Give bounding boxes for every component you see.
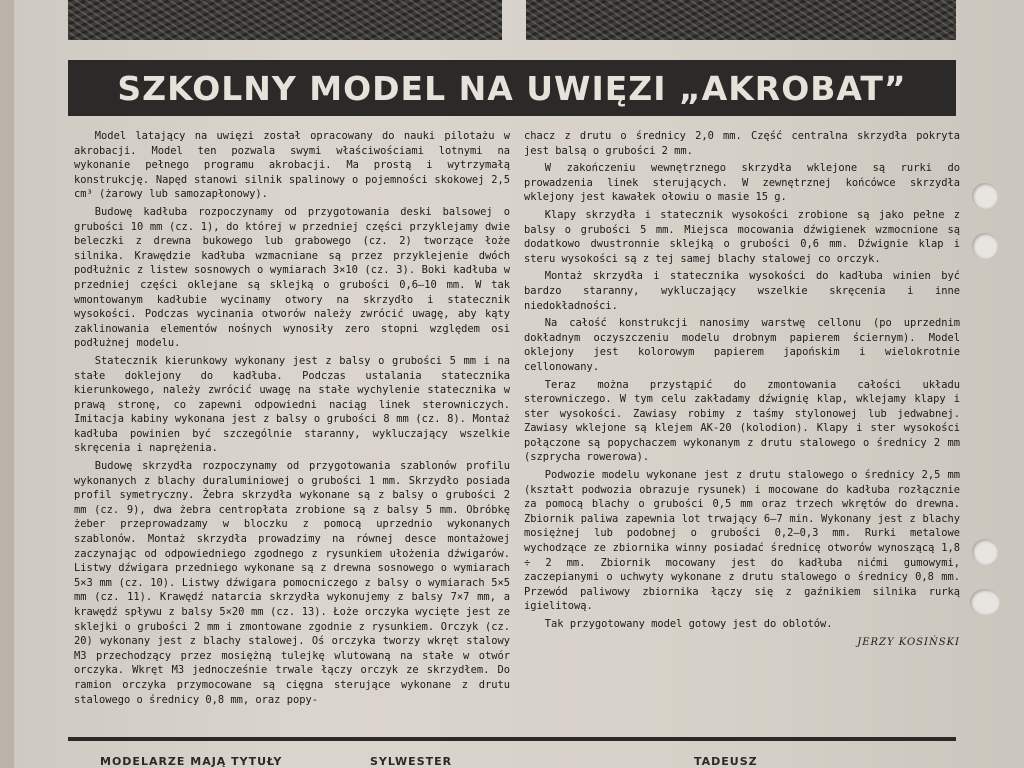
footer-heading-3: TADEUSZ bbox=[694, 755, 758, 768]
paragraph: Tak przygotowany model gotowy jest do oblotów. bbox=[544, 618, 833, 630]
footer-rule bbox=[68, 737, 956, 741]
author-signature: JERZY KOSIŃSKI bbox=[857, 636, 960, 648]
paragraph: Podwozie modelu wykonane jest z drutu stalowego o średnicy 2,5 mm (kształt podwozia obrazuje rysunek) i mocowane do kadłuba rozłącznie za pomocą blachy o grubości 0,5 mm oraz trzech wkrętów do drewna. Zbiornik paliwa zapewnia lot trwający 6—7 min. Wykonany jest z blachy mosiężnej lub podobnej o grubości 0,2—0,3 mm. Rurki metalowe wychodzące ze zbiornika winny posiadać średnicę otworów wynoszącą 1,8 ÷ 2 mm. Zbiornik mocowany jest do kadłuba nićmi gumowymi, zaczepianymi o uchwyty wykonane z drutu stalowego o średnicy 0,8 mm. Przewód paliwowy zbiornika łączy się z gaźnikiem silnika rurką igielitową. bbox=[524, 469, 960, 613]
right-column bbox=[524, 129, 960, 650]
binder-hole bbox=[972, 539, 998, 565]
footer-heading-2: SYLWESTER bbox=[370, 755, 453, 768]
paragraph: Klapy skrzydła i statecznik wysokości zrobione są jako pełne z balsy o grubości 5 mm. Miejsca mocowania dźwigienek wzmocnione są dodatkowo dwustronnie sklejką o grubości 0,6 mm. Dźwignie klap i steru wysokości są z tej samej blachy stalowej co orczyk. bbox=[524, 208, 960, 265]
paragraph: Model latający na uwięzi został opracowany do nauki pilotażu w akrobacji. Model ten pozwala swymi właściwościami lotnymi na wykonanie pełnego programu akrobacji. Ma prostą i wytrzymałą konstrukcję. Napęd stanowi silnik spalinowy o pojemności skokowej 2,5 cm³ (żarowy lub samozapłonowy). bbox=[74, 130, 510, 201]
binder-hole bbox=[972, 183, 998, 209]
paragraph: Na całość konstrukcji nanosimy warstwę cellonu (po uprzednim dokładnym oczyszczeniu modelu drobnym papierem ściernym). Model oklejony jest kolorowym papierem japońskim i wielokrotnie cellonowany. bbox=[524, 317, 960, 373]
footer-heading-1: MODELARZE MAJĄ TYTUŁY bbox=[100, 755, 283, 768]
left-column bbox=[74, 129, 510, 710]
top-photo-left bbox=[68, 0, 502, 40]
paragraph: chacz z drutu o średnicy 2,0 mm. Część centralna skrzydła pokryta jest balsą o grubości 2 mm. bbox=[524, 130, 960, 157]
paragraph: Teraz można przystąpić do zmontowania całości układu sterowniczego. W tym celu zakładamy dźwignię klap, wklejamy klapy i ster wysokości. Zawiasy robimy z taśmy stylonowej lub jedwabnej. Zawiasy wklejone są klejem AK-20 (kolodion). Klapy i ster wysokości połączone są popychaczem wykonanym z drutu stalowego o średnicy 2 mm (szprycha rowerowa). bbox=[524, 378, 960, 464]
paragraph: Budowę kadłuba rozpoczynamy od przygotowania deski balsowej o grubości 10 mm (cz. 1), do której w przedniej części przyklejamy dwie beleczki z drewna bukowego lub grabowego (cz. 2) tworzące łoże silnika. Krawędzie kadłuba wzmacniane są przez przyklejenie dwóch podłużnic z listew sosnowych o wymiarach 3×10 (cz. 3). Boki kadłuba w przedniej części oklejane są sklejką o grubości 0,6—10 mm. W tak wmontowanym kadłubie wycinamy otwory na skrzydło i statecznik wysokości. Podczas wycinania otworów należy zwrócić uwagę, aby kąty zaklinowania elementów nośnych wynosiły zero stopni względem osi podłużnej modelu. bbox=[74, 205, 510, 350]
paragraph: Montaż skrzydła i statecznika wysokości do kadłuba winien być bardzo staranny, wykluczający wszelkie skręcenia i inne niedokładności. bbox=[524, 270, 960, 312]
magazine-page bbox=[14, 0, 1024, 768]
binder-hole bbox=[970, 589, 1000, 615]
paragraph: Statecznik kierunkowy wykonany jest z balsy o grubości 5 mm i na stałe doklejony do kadłuba. Podczas ustalania statecznika kierunkowego, należy zwrócić uwagę na stałe wychylenie statecznika w prawą stronę, co zapewni odpowiedni naciąg linek sterowniczych. Imitacja kabiny wykonana jest z balsy o grubości 8 mm (cz. 8). Montaż kadłuba powinien być szczególnie staranny, wykluczający wszelkie skręcenia i naprężenia. bbox=[74, 354, 510, 455]
article-title-bar bbox=[68, 60, 956, 116]
binder-hole bbox=[972, 233, 998, 259]
paragraph: Budowę skrzydła rozpoczynamy od przygotowania szablonów profilu wykonanych z blachy duraluminiowej o grubości 1 mm. Skrzydło posiada profil symetryczny. Żebra skrzydła wykonane są z balsy o grubości 2 mm (cz. 9), dwa żebra centropłata zrobione są z balsy 5 mm. Obróbkę żeber przeprowadzamy w bloczku z pomocą uprzednio wykonanych szablonów. Montaż skrzydła prowadzimy na równej desce montażowej zaczynając od odpowiedniego zgodnego z rysunkiem ułożenia dźwigarów. Listwy dźwigara przedniego wykonane są z drewna sosnowego o wymiarach 5×3 mm (cz. 10). Listwy dźwigara pomocniczego z balsy o wymiarach 5×5 mm (cz. 11). Krawędź natarcia skrzydła wykonujemy z balsy 7×7 mm, a krawędź spływu z balsy 5×20 mm (cz. 13). Łoże orczyka wycięte jest ze sklejki o grubości 2 mm i zmontowane zgodnie z rysunkiem. Orczyk (cz. 20) wykonany jest z blachy stalowej. Oś orczyka tworzy wkręt stalowy M3 przechodzący przez mosiężną tulejkę wlutowaną na stałe w otwór orczyka. Wkręt M3 jednocześnie trwale łączy orczyk ze skrzydłem. Do ramion orczyka przymocowane są cięgna sterujące wykonane z drutu stalowego o średnicy 0,8 mm, oraz popy- bbox=[74, 460, 510, 706]
article-title: SZKOLNY MODEL NA UWIĘZI „AKROBAT” bbox=[117, 68, 907, 108]
top-photo-right bbox=[526, 0, 956, 40]
paragraph: W zakończeniu wewnętrznego skrzydła wklejone są rurki do prowadzenia linek sterujących. W zewnętrznej końcówce skrzydła wklejony jest kawałek ołowiu o masie 15 g. bbox=[524, 162, 960, 204]
